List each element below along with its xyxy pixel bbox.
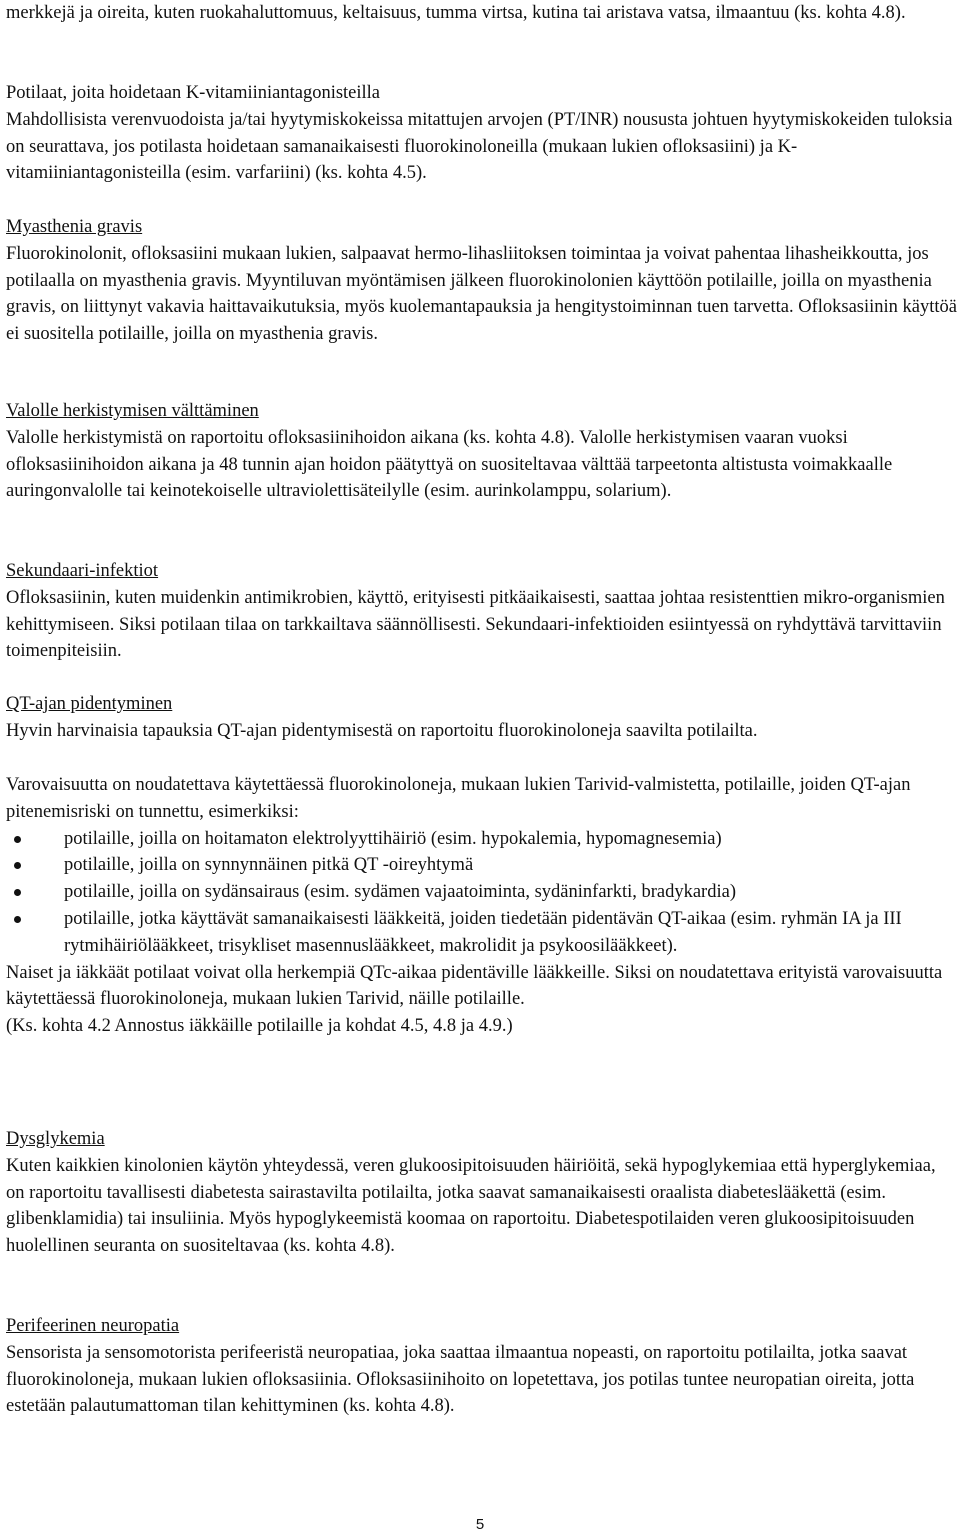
dysglycemia-section xyxy=(6,1126,958,1260)
intro-paragraph: merkkejä ja oireita, kuten ruokahaluttomuus, keltaisuus, tumma virtsa, kutina tai aristava vatsa, ilmaantuu (ks. kohta 4.8). xyxy=(6,3,906,23)
list-item: potilaille, joilla on hoitamaton elektrolyyttihäiriö (esim. hypokalemia, hypomagnesemia) xyxy=(6,826,958,853)
secondary-infections-heading: Sekundaari-infektiot xyxy=(6,561,159,581)
qt-caution-paragraph: Varovaisuutta on noudatettava käytettäessä fluorokinoloneja, mukaan lukien Tarivid-valmistetta, potilaille, joiden QT-ajan pitenemisriski on tunnettu, esimerkiksi: xyxy=(6,775,911,822)
neuropathy-heading: Perifeerinen neuropatia xyxy=(6,1316,180,1336)
qt-section xyxy=(6,691,958,745)
myasthenia-paragraph: Fluorokinolonit, ofloksasiini mukaan lukien, salpaavat hermo-lihasliitoksen toimintaa ja voivat pahentaa lihasheikkoutta, jos potilaalla on myasthenia gravis. Myyntiluvan myöntämisen jälkeen fluorokinolonien käyttöön potilaille, joilla on myasthenia gravis, on liittynyt vakavia haittavaikutuksia, myös kuolemantapauksia ja hengitystoiminnan tuen tarvetta. Ofloksasiinin käyttöä ei suositella potilaille, joilla on myasthenia gravis. xyxy=(6,243,958,345)
qt-caution-section xyxy=(6,772,958,1040)
myasthenia-heading: Myasthenia gravis xyxy=(6,217,143,237)
list-item: potilaille, jotka käyttävät samanaikaisesti lääkkeitä, joiden tiedetään pidentävän QT-aikaa (esim. ryhmän IA ja III rytmihäiriölääkkeet, trisykliset masennuslääkkeet, makrolidit ja psykoosilääkkeet). xyxy=(6,906,958,960)
secondary-infections-paragraph: Ofloksasiinin, kuten muidenkin antimikrobien, käyttö, erityisesti pitkäaikaisesti, saattaa johtaa resistenttien mikro-organismien kehittymiseen. Siksi potilaan tilaa on tarkkailtava säännöllisesti. Sekundaari-infektioiden esiintyessä on ryhdyttävä tarvittaviin toimenpiteisiin. xyxy=(6,587,945,662)
qt-paragraph: Hyvin harvinaisia tapauksia QT-ajan pidentymisestä on raportoitu fluorokinoloneja saavilta potilailta. xyxy=(6,720,758,741)
qt-heading: QT-ajan pidentyminen xyxy=(6,694,173,714)
neuropathy-paragraph: Sensorista ja sensomotorista perifeeristä neuropatiaa, joka saattaa ilmaantua nopeasti, on raportoitu potilailta, jotka saavat fluorokinoloneja, mukaan lukien ofloksasiinia. Ofloksasiinihoito on lopetettava, jos potilas tuntee neuropatian oireita, jotta estetään palautumattoman tilan kehittyminen (ks. kohta 4.8). xyxy=(6,1342,915,1417)
neuropathy-section xyxy=(6,1313,958,1420)
myasthenia-section xyxy=(6,214,958,348)
dysglycemia-paragraph: Kuten kaikkien kinolonien käytön yhteydessä, veren glukoosipitoisuuden häiriöitä, sekä hypoglykemiaa että hyperglykemiaa, on raportoitu tavallisesti diabetesta sairastavilta potilailta, jotka saavat samanaikaisesti oraalista diabeteslääkettä (esim. glibenklamidia) tai insuliinia. Myös hypoglykeemistä koomaa on raportoitu. Diabetespotilaiden veren glukoosipitoisuuden huolellinen seuranta on suositeltavaa (ks. kohta 4.8). xyxy=(6,1155,936,1257)
qt-reference-paragraph: (Ks. kohta 4.2 Annostus iäkkäille potilaille ja kohdat 4.5, 4.8 ja 4.9.) xyxy=(6,1016,513,1037)
qt-risk-list xyxy=(6,826,958,960)
k-vitamin-section xyxy=(6,80,958,187)
list-item: potilaille, joilla on synnynnäinen pitkä QT -oireyhtymä xyxy=(6,852,958,879)
page-number: 5 xyxy=(475,1516,485,1533)
k-vitamin-heading: Potilaat, joita hoidetaan K-vitamiiniantagonisteilla xyxy=(6,83,381,103)
photosensitivity-section xyxy=(6,398,958,505)
k-vitamin-paragraph: Mahdollisista verenvuodoista ja/tai hyytymiskokeissa mitattujen arvojen (PT/INR) noususta johtuen hyytymiskokeiden tuloksia on seurattava, jos potilasta hoidetaan samanaikaisesti fluorokinoloneilla (mukaan lukien ofloksasiini) ja K-vitamiiniantagonisteilla (esim. varfariini) (ks. kohta 4.5). xyxy=(6,109,953,184)
qt-elderly-paragraph: Naiset ja iäkkäät potilaat voivat olla herkempiä QTc-aikaa pidentäville lääkkeille. Siksi on noudatettava erityistä varovaisuutta käytettäessä fluorokinoloneja, mukaan lukien Tarivid, näille potilaille. xyxy=(6,962,943,1010)
list-item: potilaille, joilla on sydänsairaus (esim. sydämen vajaatoiminta, sydäninfarkti, bradykardia) xyxy=(6,879,958,906)
photosensitivity-heading: Valolle herkistymisen välttäminen xyxy=(6,401,259,421)
secondary-infections-section xyxy=(6,558,958,665)
dysglycemia-heading: Dysglykemia xyxy=(6,1129,105,1149)
photosensitivity-paragraph: Valolle herkistymistä on raportoitu ofloksasiinihoidon aikana (ks. kohta 4.8). Valolle herkistymisen vaaran vuoksi ofloksasiinihoidon aikana ja 48 tunnin ajan hoidon päätyttyä on suositeltavaa välttää tarpeetonta altistusta voimakkaalle auringonvalolle tai keinotekoiselle ultraviolettisäteilylle (esim. aurinkolamppu, solarium). xyxy=(6,427,893,502)
intro-section xyxy=(6,0,958,27)
